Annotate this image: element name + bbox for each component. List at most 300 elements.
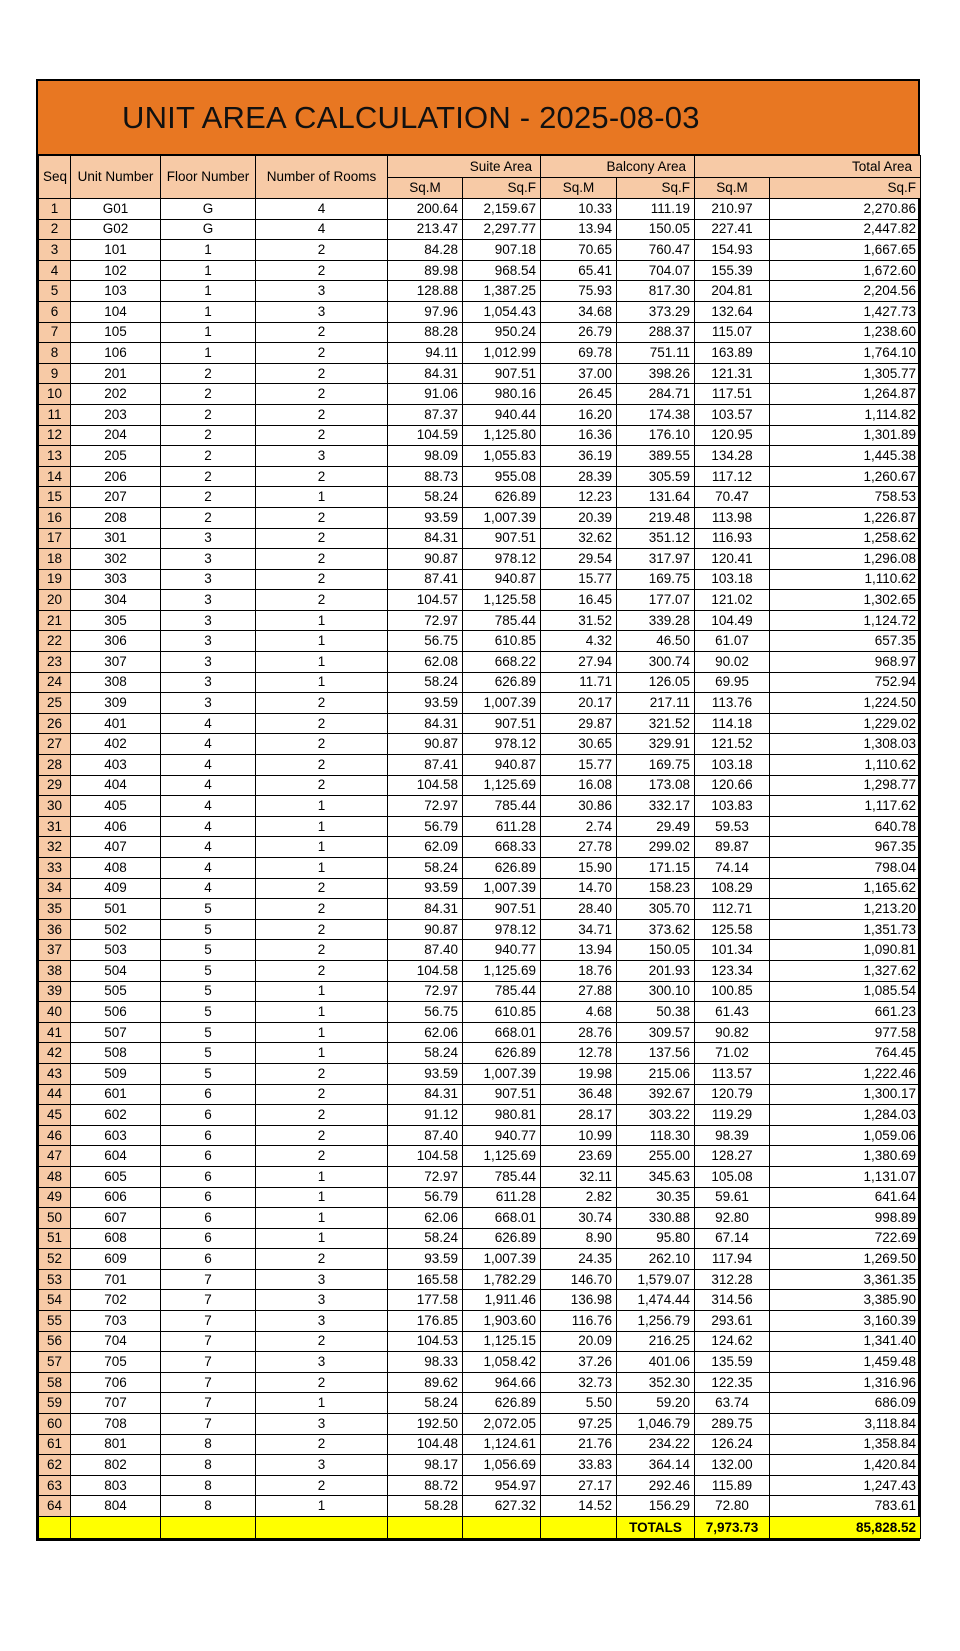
cell-suite-sqf: 627.32 [463, 1496, 541, 1517]
cell-suite-sqm: 84.31 [388, 528, 463, 549]
cell-total-sqf: 1,302.65 [770, 590, 921, 611]
cell-total-sqm: 115.07 [695, 322, 770, 343]
cell-balcony-sqm: 65.41 [541, 260, 617, 281]
cell-balcony-sqf: 176.10 [617, 425, 695, 446]
cell-balcony-sqf: 398.26 [617, 363, 695, 384]
cell-balcony-sqm: 97.25 [541, 1414, 617, 1435]
cell-balcony-sqf: 345.63 [617, 1166, 695, 1187]
cell-suite-sqf: 940.44 [463, 404, 541, 425]
cell-floor-number: 5 [161, 960, 256, 981]
cell-total-sqf: 977.58 [770, 1022, 921, 1043]
cell-balcony-sqm: 28.40 [541, 899, 617, 920]
table-row [39, 631, 921, 652]
cell-suite-sqm: 98.33 [388, 1352, 463, 1373]
cell-total-sqm: 121.52 [695, 734, 770, 755]
cell-suite-sqm: 87.41 [388, 569, 463, 590]
cell-floor-number: 5 [161, 1002, 256, 1023]
table-row [39, 1105, 921, 1126]
sheet-title: UNIT AREA CALCULATION - 2025-08-03 [122, 99, 700, 135]
cell-total-sqm: 227.41 [695, 219, 770, 240]
cell-suite-sqm: 93.59 [388, 693, 463, 714]
cell-rooms: 2 [256, 1105, 388, 1126]
cell-total-sqm: 74.14 [695, 858, 770, 879]
cell-rooms: 1 [256, 672, 388, 693]
table-row [39, 260, 921, 281]
table-row [39, 1022, 921, 1043]
cell-total-sqf: 783.61 [770, 1496, 921, 1517]
cell-seq: 44 [39, 1084, 71, 1105]
cell-suite-sqm: 84.31 [388, 899, 463, 920]
cell-suite-sqf: 1,058.42 [463, 1352, 541, 1373]
cell-floor-number: 2 [161, 404, 256, 425]
cell-unit-number: 401 [71, 713, 161, 734]
cell-balcony-sqm: 28.39 [541, 466, 617, 487]
cell-total-sqm: 70.47 [695, 487, 770, 508]
header-suite-sqm: Sq.M [388, 178, 463, 199]
cell-unit-number: 506 [71, 1002, 161, 1023]
cell-balcony-sqf: 817.30 [617, 281, 695, 302]
cell-unit-number: 707 [71, 1393, 161, 1414]
cell-rooms: 2 [256, 1249, 388, 1270]
table-row [39, 425, 921, 446]
cell-suite-sqf: 1,125.80 [463, 425, 541, 446]
cell-suite-sqf: 978.12 [463, 549, 541, 570]
cell-suite-sqm: 176.85 [388, 1311, 463, 1332]
cell-rooms: 3 [256, 1290, 388, 1311]
cell-total-sqm: 117.51 [695, 384, 770, 405]
cell-balcony-sqm: 29.54 [541, 549, 617, 570]
cell-suite-sqf: 1,012.99 [463, 343, 541, 364]
cell-balcony-sqf: 284.71 [617, 384, 695, 405]
cell-total-sqf: 1,117.62 [770, 796, 921, 817]
cell-total-sqf: 1,300.17 [770, 1084, 921, 1105]
cell-total-sqf: 1,459.48 [770, 1352, 921, 1373]
cell-floor-number: 5 [161, 1043, 256, 1064]
header-seq: Seq [39, 156, 71, 199]
cell-suite-sqm: 58.24 [388, 1393, 463, 1414]
cell-suite-sqf: 1,125.69 [463, 960, 541, 981]
cell-total-sqf: 1,358.84 [770, 1434, 921, 1455]
cell-balcony-sqf: 299.02 [617, 837, 695, 858]
table-row [39, 816, 921, 837]
cell-balcony-sqm: 24.35 [541, 1249, 617, 1270]
cell-floor-number: 7 [161, 1393, 256, 1414]
cell-suite-sqf: 1,903.60 [463, 1311, 541, 1332]
cell-unit-number: 208 [71, 507, 161, 528]
table-row [39, 1290, 921, 1311]
cell-total-sqm: 67.14 [695, 1228, 770, 1249]
cell-suite-sqm: 104.58 [388, 775, 463, 796]
cell-suite-sqm: 177.58 [388, 1290, 463, 1311]
cell-total-sqm: 103.83 [695, 796, 770, 817]
cell-total-sqf: 1,085.54 [770, 981, 921, 1002]
cell-unit-number: 206 [71, 466, 161, 487]
cell-total-sqf: 1,059.06 [770, 1125, 921, 1146]
cell-suite-sqf: 2,297.77 [463, 219, 541, 240]
cell-suite-sqf: 940.77 [463, 1125, 541, 1146]
table-row [39, 1496, 921, 1517]
cell-rooms: 1 [256, 1043, 388, 1064]
cell-rooms: 3 [256, 1414, 388, 1435]
cell-balcony-sqm: 19.98 [541, 1063, 617, 1084]
cell-suite-sqm: 104.58 [388, 960, 463, 981]
cell-suite-sqm: 128.88 [388, 281, 463, 302]
cell-balcony-sqm: 27.17 [541, 1475, 617, 1496]
table-row [39, 672, 921, 693]
cell-seq: 39 [39, 981, 71, 1002]
cell-balcony-sqf: 704.07 [617, 260, 695, 281]
table-row [39, 487, 921, 508]
cell-unit-number: 505 [71, 981, 161, 1002]
cell-suite-sqm: 84.28 [388, 240, 463, 261]
cell-balcony-sqf: 156.29 [617, 1496, 695, 1517]
cell-total-sqf: 1,764.10 [770, 343, 921, 364]
cell-balcony-sqm: 36.19 [541, 446, 617, 467]
cell-total-sqm: 114.18 [695, 713, 770, 734]
cell-suite-sqm: 88.72 [388, 1475, 463, 1496]
cell-suite-sqm: 56.75 [388, 1002, 463, 1023]
cell-suite-sqm: 56.75 [388, 631, 463, 652]
cell-seq: 12 [39, 425, 71, 446]
table-row [39, 858, 921, 879]
cell-unit-number: 305 [71, 610, 161, 631]
cell-total-sqf: 2,204.56 [770, 281, 921, 302]
cell-balcony-sqf: 29.49 [617, 816, 695, 837]
cell-seq: 34 [39, 878, 71, 899]
cell-balcony-sqm: 13.94 [541, 940, 617, 961]
cell-unit-number: 101 [71, 240, 161, 261]
cell-unit-number: 605 [71, 1166, 161, 1187]
cell-suite-sqf: 785.44 [463, 796, 541, 817]
cell-total-sqf: 1,427.73 [770, 301, 921, 322]
cell-balcony-sqm: 8.90 [541, 1228, 617, 1249]
table-row [39, 1187, 921, 1208]
cell-balcony-sqm: 27.78 [541, 837, 617, 858]
table-row [39, 1208, 921, 1229]
cell-suite-sqf: 1,125.58 [463, 590, 541, 611]
table-row [39, 1166, 921, 1187]
cell-seq: 21 [39, 610, 71, 631]
cell-rooms: 2 [256, 1475, 388, 1496]
cell-unit-number: 201 [71, 363, 161, 384]
cell-total-sqf: 1,090.81 [770, 940, 921, 961]
cell-floor-number: 2 [161, 384, 256, 405]
cell-total-sqf: 1,260.67 [770, 466, 921, 487]
cell-rooms: 2 [256, 404, 388, 425]
cell-suite-sqm: 88.28 [388, 322, 463, 343]
cell-rooms: 3 [256, 301, 388, 322]
cell-total-sqm: 204.81 [695, 281, 770, 302]
cell-seq: 58 [39, 1372, 71, 1393]
cell-balcony-sqm: 21.76 [541, 1434, 617, 1455]
cell-floor-number: 1 [161, 322, 256, 343]
cell-seq: 5 [39, 281, 71, 302]
cell-floor-number: 1 [161, 301, 256, 322]
cell-suite-sqf: 940.77 [463, 940, 541, 961]
cell-suite-sqf: 785.44 [463, 981, 541, 1002]
table-row [39, 507, 921, 528]
table-row [39, 528, 921, 549]
cell-seq: 59 [39, 1393, 71, 1414]
cell-seq: 64 [39, 1496, 71, 1517]
cell-suite-sqm: 72.97 [388, 796, 463, 817]
table-row [39, 940, 921, 961]
cell-rooms: 1 [256, 1496, 388, 1517]
cell-seq: 33 [39, 858, 71, 879]
table-row [39, 899, 921, 920]
cell-total-sqf: 1,247.43 [770, 1475, 921, 1496]
cell-rooms: 2 [256, 466, 388, 487]
cell-total-sqm: 59.53 [695, 816, 770, 837]
cell-suite-sqm: 56.79 [388, 1187, 463, 1208]
cell-total-sqf: 657.35 [770, 631, 921, 652]
cell-total-sqf: 1,114.82 [770, 404, 921, 425]
cell-floor-number: 3 [161, 610, 256, 631]
cell-unit-number: 606 [71, 1187, 161, 1208]
cell-seq: 31 [39, 816, 71, 837]
cell-floor-number: 6 [161, 1125, 256, 1146]
cell-balcony-sqm: 15.77 [541, 569, 617, 590]
cell-balcony-sqm: 34.71 [541, 919, 617, 940]
cell-unit-number: 204 [71, 425, 161, 446]
cell-total-sqm: 72.80 [695, 1496, 770, 1517]
cell-seq: 48 [39, 1166, 71, 1187]
table-row [39, 1228, 921, 1249]
cell-unit-number: 102 [71, 260, 161, 281]
cell-total-sqm: 90.02 [695, 652, 770, 673]
cell-floor-number: 8 [161, 1434, 256, 1455]
cell-balcony-sqm: 30.86 [541, 796, 617, 817]
totals-empty-cell [541, 1517, 617, 1539]
cell-total-sqm: 132.00 [695, 1455, 770, 1476]
cell-total-sqf: 640.78 [770, 816, 921, 837]
cell-total-sqf: 1,165.62 [770, 878, 921, 899]
table-row [39, 713, 921, 734]
cell-unit-number: 301 [71, 528, 161, 549]
cell-balcony-sqf: 373.62 [617, 919, 695, 940]
cell-balcony-sqm: 30.74 [541, 1208, 617, 1229]
cell-suite-sqf: 1,387.25 [463, 281, 541, 302]
cell-suite-sqm: 200.64 [388, 199, 463, 220]
cell-balcony-sqf: 760.47 [617, 240, 695, 261]
table-body [39, 199, 921, 1517]
cell-suite-sqm: 94.11 [388, 343, 463, 364]
cell-balcony-sqf: 126.05 [617, 672, 695, 693]
cell-seq: 3 [39, 240, 71, 261]
cell-floor-number: 7 [161, 1331, 256, 1352]
cell-total-sqm: 312.28 [695, 1269, 770, 1290]
cell-total-sqm: 112.71 [695, 899, 770, 920]
cell-suite-sqf: 626.89 [463, 1228, 541, 1249]
cell-total-sqf: 1,420.84 [770, 1455, 921, 1476]
cell-floor-number: 7 [161, 1414, 256, 1435]
cell-floor-number: 5 [161, 899, 256, 920]
cell-rooms: 2 [256, 713, 388, 734]
cell-balcony-sqm: 116.76 [541, 1311, 617, 1332]
cell-total-sqm: 108.29 [695, 878, 770, 899]
cell-suite-sqm: 104.58 [388, 1146, 463, 1167]
cell-unit-number: 308 [71, 672, 161, 693]
cell-balcony-sqm: 28.76 [541, 1022, 617, 1043]
cell-floor-number: 4 [161, 858, 256, 879]
cell-total-sqf: 967.35 [770, 837, 921, 858]
cell-rooms: 1 [256, 1022, 388, 1043]
cell-balcony-sqf: 373.29 [617, 301, 695, 322]
cell-seq: 13 [39, 446, 71, 467]
cell-floor-number: 4 [161, 878, 256, 899]
cell-seq: 26 [39, 713, 71, 734]
cell-floor-number: G [161, 199, 256, 220]
cell-rooms: 2 [256, 1372, 388, 1393]
cell-balcony-sqm: 10.99 [541, 1125, 617, 1146]
cell-balcony-sqm: 20.09 [541, 1331, 617, 1352]
cell-seq: 27 [39, 734, 71, 755]
cell-balcony-sqf: 1,046.79 [617, 1414, 695, 1435]
cell-unit-number: 609 [71, 1249, 161, 1270]
table-row [39, 301, 921, 322]
table-row [39, 1311, 921, 1332]
cell-seq: 25 [39, 693, 71, 714]
table-row [39, 837, 921, 858]
cell-seq: 4 [39, 260, 71, 281]
cell-total-sqf: 722.69 [770, 1228, 921, 1249]
cell-rooms: 1 [256, 1208, 388, 1229]
cell-seq: 56 [39, 1331, 71, 1352]
cell-balcony-sqm: 36.48 [541, 1084, 617, 1105]
cell-total-sqm: 128.27 [695, 1146, 770, 1167]
cell-balcony-sqf: 201.93 [617, 960, 695, 981]
cell-total-sqm: 71.02 [695, 1043, 770, 1064]
cell-seq: 15 [39, 487, 71, 508]
cell-suite-sqf: 610.85 [463, 1002, 541, 1023]
cell-balcony-sqm: 69.78 [541, 343, 617, 364]
cell-seq: 61 [39, 1434, 71, 1455]
cell-suite-sqm: 87.41 [388, 755, 463, 776]
cell-suite-sqf: 1,007.39 [463, 693, 541, 714]
cell-balcony-sqf: 137.56 [617, 1043, 695, 1064]
cell-suite-sqf: 907.18 [463, 240, 541, 261]
cell-total-sqf: 1,316.96 [770, 1372, 921, 1393]
cell-seq: 28 [39, 755, 71, 776]
cell-balcony-sqf: 234.22 [617, 1434, 695, 1455]
cell-balcony-sqf: 305.70 [617, 899, 695, 920]
cell-suite-sqf: 978.12 [463, 919, 541, 940]
cell-floor-number: 2 [161, 487, 256, 508]
cell-suite-sqm: 93.59 [388, 1249, 463, 1270]
header-total-area: Total Area [695, 156, 921, 178]
cell-floor-number: 6 [161, 1249, 256, 1270]
cell-seq: 24 [39, 672, 71, 693]
cell-floor-number: 7 [161, 1290, 256, 1311]
cell-suite-sqf: 1,007.39 [463, 878, 541, 899]
title-banner [38, 81, 918, 155]
cell-seq: 2 [39, 219, 71, 240]
cell-seq: 1 [39, 199, 71, 220]
cell-rooms: 1 [256, 1002, 388, 1023]
cell-unit-number: 303 [71, 569, 161, 590]
cell-suite-sqf: 1,054.43 [463, 301, 541, 322]
cell-balcony-sqf: 1,474.44 [617, 1290, 695, 1311]
cell-unit-number: 507 [71, 1022, 161, 1043]
cell-unit-number: 604 [71, 1146, 161, 1167]
cell-suite-sqf: 1,007.39 [463, 1249, 541, 1270]
cell-total-sqf: 1,213.20 [770, 899, 921, 920]
cell-balcony-sqf: 50.38 [617, 1002, 695, 1023]
table-row [39, 466, 921, 487]
cell-rooms: 2 [256, 1434, 388, 1455]
cell-suite-sqf: 907.51 [463, 1084, 541, 1105]
cell-suite-sqm: 84.31 [388, 713, 463, 734]
table-row [39, 1084, 921, 1105]
cell-rooms: 1 [256, 610, 388, 631]
table-row [39, 1455, 921, 1476]
cell-balcony-sqm: 12.78 [541, 1043, 617, 1064]
cell-total-sqm: 113.57 [695, 1063, 770, 1084]
cell-balcony-sqm: 11.71 [541, 672, 617, 693]
cell-total-sqf: 758.53 [770, 487, 921, 508]
cell-suite-sqm: 72.97 [388, 1166, 463, 1187]
cell-seq: 11 [39, 404, 71, 425]
cell-balcony-sqf: 150.05 [617, 940, 695, 961]
cell-unit-number: 402 [71, 734, 161, 755]
cell-rooms: 2 [256, 1063, 388, 1084]
cell-total-sqm: 101.34 [695, 940, 770, 961]
cell-unit-number: 602 [71, 1105, 161, 1126]
cell-unit-number: 406 [71, 816, 161, 837]
cell-floor-number: 3 [161, 549, 256, 570]
cell-suite-sqm: 90.87 [388, 919, 463, 940]
cell-balcony-sqm: 33.83 [541, 1455, 617, 1476]
cell-suite-sqf: 626.89 [463, 858, 541, 879]
cell-rooms: 2 [256, 549, 388, 570]
totals-label: TOTALS [617, 1517, 695, 1539]
cell-unit-number: 202 [71, 384, 161, 405]
cell-total-sqm: 69.95 [695, 672, 770, 693]
table-row [39, 199, 921, 220]
cell-seq: 8 [39, 343, 71, 364]
cell-unit-number: 706 [71, 1372, 161, 1393]
cell-floor-number: 8 [161, 1455, 256, 1476]
table-row [39, 240, 921, 261]
cell-total-sqf: 1,308.03 [770, 734, 921, 755]
cell-total-sqf: 1,269.50 [770, 1249, 921, 1270]
cell-seq: 45 [39, 1105, 71, 1126]
cell-seq: 42 [39, 1043, 71, 1064]
cell-total-sqm: 115.89 [695, 1475, 770, 1496]
cell-seq: 29 [39, 775, 71, 796]
cell-suite-sqm: 165.58 [388, 1269, 463, 1290]
cell-balcony-sqf: 392.67 [617, 1084, 695, 1105]
totals-row [39, 1517, 921, 1539]
cell-rooms: 2 [256, 1084, 388, 1105]
cell-floor-number: 4 [161, 713, 256, 734]
cell-suite-sqm: 98.09 [388, 446, 463, 467]
cell-balcony-sqf: 30.35 [617, 1187, 695, 1208]
cell-seq: 51 [39, 1228, 71, 1249]
cell-floor-number: 7 [161, 1269, 256, 1290]
cell-unit-number: 607 [71, 1208, 161, 1229]
header-balcony-area: Balcony Area [541, 156, 695, 178]
cell-total-sqm: 61.07 [695, 631, 770, 652]
cell-total-sqf: 1,341.40 [770, 1331, 921, 1352]
header-total-sqm: Sq.M [695, 178, 770, 199]
cell-total-sqm: 100.85 [695, 981, 770, 1002]
cell-suite-sqf: 940.87 [463, 569, 541, 590]
cell-unit-number: 803 [71, 1475, 161, 1496]
cell-seq: 19 [39, 569, 71, 590]
cell-unit-number: 701 [71, 1269, 161, 1290]
cell-total-sqm: 154.93 [695, 240, 770, 261]
